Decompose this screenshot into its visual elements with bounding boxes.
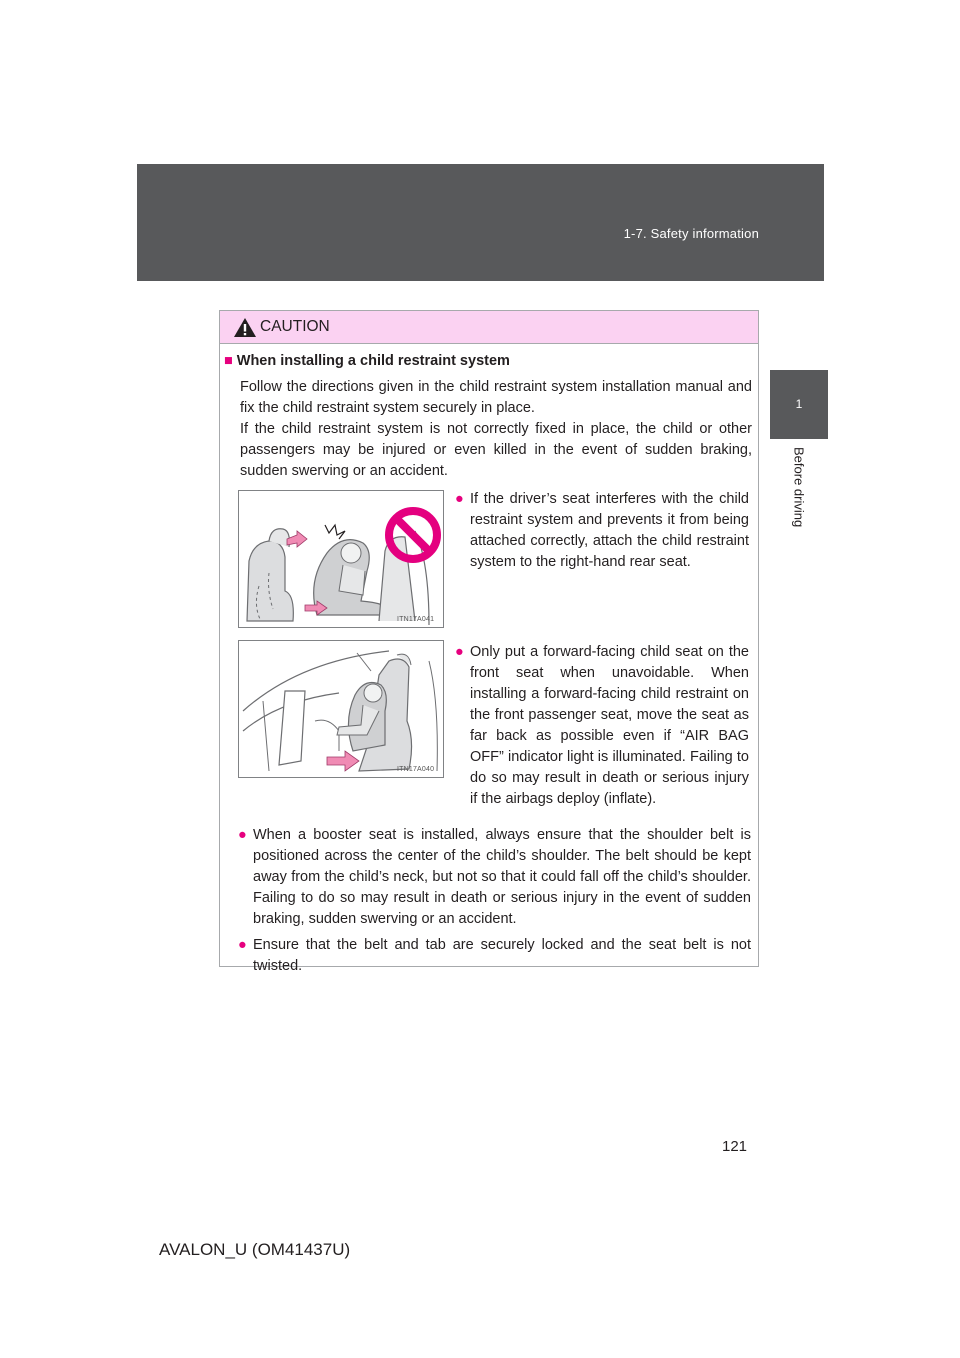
intro-paragraph-2: If the child restraint system is not correctly fixed in place, the child or other passengers may be injured or even killed in the event of sudden braking, sudden swerving or an accident.	[240, 421, 752, 479]
intro-paragraph-1: Follow the directions given in the child restraint system installation manual and fix the child restraint system securely in place.	[240, 379, 752, 416]
subheading-text: When installing a child restraint system	[236, 353, 510, 369]
section-title: 1-7. Safety information	[623, 226, 759, 241]
caution-header	[220, 311, 758, 344]
caution-title: CAUTION	[260, 318, 330, 335]
chapter-label: Before driving	[791, 447, 807, 528]
bullet-item: ● Ensure that the belt and tab are securely locked and the seat belt is not twisted.	[238, 937, 751, 974]
front-seat-illustration	[239, 641, 443, 777]
driver-seat-illustration	[239, 491, 443, 627]
seat-adjust-arrow-icon	[327, 751, 359, 771]
bullet-item: ● When a booster seat is installed, always ensure that the shoulder belt is positioned across the center of the child’s shoulder. The belt should be kept away from the child’s neck, but not so that it could fall off the child’s shoulder. Failing to do so may result in death or serious injury in the event of sudden braking, sudden swerving or an accident.	[238, 827, 751, 927]
figure-code: ITN17A040	[397, 766, 435, 773]
bullet-item: ● Only put a forward-facing child seat on the front seat when unavoidable. When installing a forward-facing child restraint on the front passenger seat, move the seat as far back as possible even if “AIR BAG OFF” indicator light is illuminated. Failing to do so may result in death or serious injury if the airbags deploy (inflate).	[455, 644, 749, 807]
bullet-item: ● If the driver’s seat interferes with the child restraint system and prevents it from being attached correctly, attach the child restraint system to the right-hand rear seat.	[455, 491, 749, 570]
bullet-icon: ●	[238, 937, 247, 953]
caution-box	[219, 310, 759, 974]
warning-triangle-icon	[233, 317, 257, 338]
figure-driver-seat-interference	[238, 490, 444, 628]
figure-front-seat-forward-facing	[238, 640, 444, 778]
header-band	[137, 164, 824, 281]
page-number: 121	[722, 1138, 748, 1155]
bullet-icon: ●	[238, 827, 247, 843]
square-bullet-icon: ■	[224, 353, 233, 369]
prohibited-sign-icon	[389, 511, 437, 559]
chapter-tab[interactable]: 1	[770, 370, 828, 439]
figure-code: ITN17A041	[397, 616, 435, 623]
arrow-icon	[287, 531, 307, 547]
bullet-icon: ●	[455, 491, 464, 507]
caution-subheading	[224, 353, 510, 369]
bullet-icon: ●	[455, 644, 464, 660]
document-id: AVALON_U (OM41437U)	[159, 1240, 351, 1259]
